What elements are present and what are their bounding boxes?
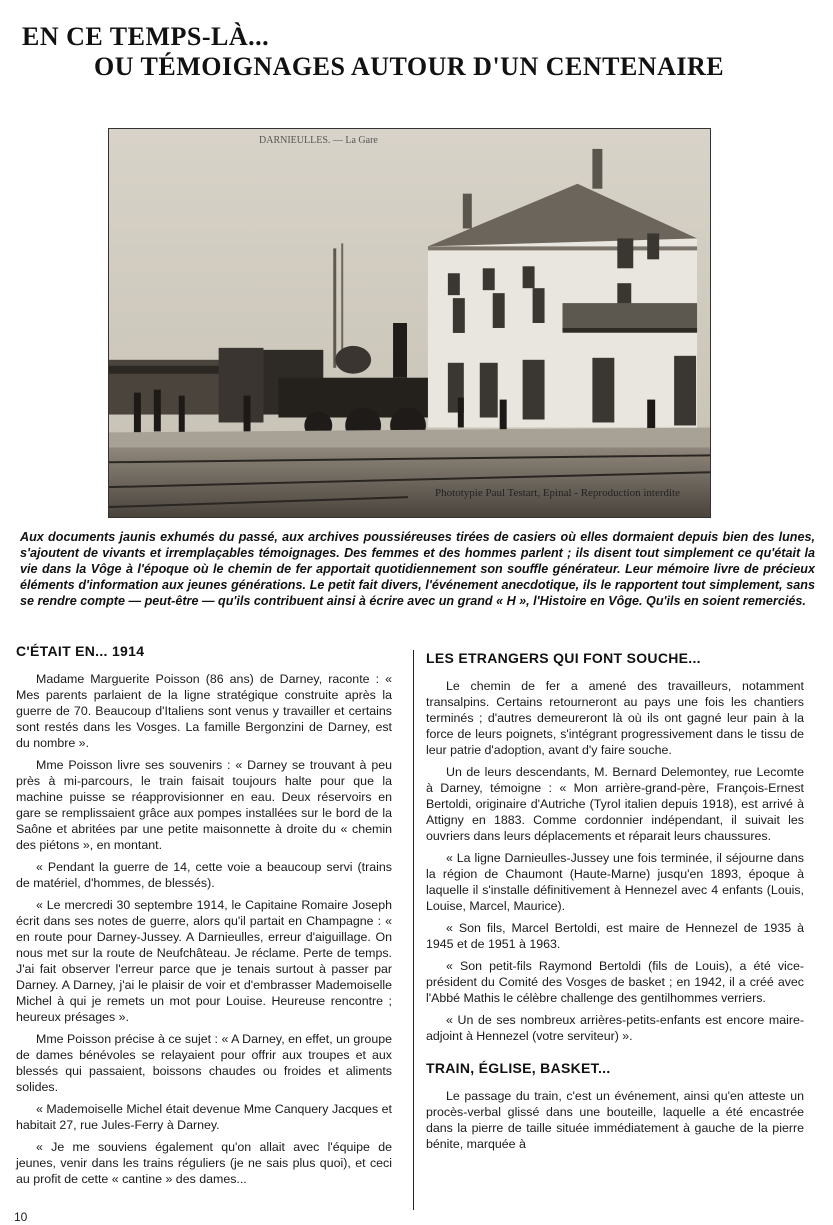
page-number: 10 — [14, 1210, 28, 1224]
paragraph: Madame Marguerite Poisson (86 ans) de Darney, raconte : « Mes parents parlaient de la ligne stratégique construite après la guerre de 70. Beaucoup d'Italiens sont venus y travailler et certains sont restés dans les Vosges. La famille Bergonzini de Darney, est du nombre ». — [16, 672, 392, 750]
paragraph: « Un de ses nombreux arrières-petits-enfants est encore maire-adjoint à Hennezel (votre serviteur) ». — [426, 1013, 804, 1043]
column-divider — [413, 650, 414, 1210]
article-title — [22, 22, 812, 82]
left-column — [16, 643, 392, 1193]
intro-paragraph: Aux documents jaunis exhumés du passé, aux archives poussiéreuses tirées de casiers où elles dormaient depuis bien des lunes, s'ajoutent de vivants et irremplaçables témoignages. Des femmes et des hommes parlent ; ils disent tout simplement ce qu'était la vie dans la Vôge à l'époque où le chemin de fer apportait quotidiennement son souffle générateur. Leur mémoire livre de précieux éléments d'information aux jeunes générations. Le petit fait divers, l'événement anecdotique, ils le rapportent tout simplement, sans se rendre compte — peut-être — qu'ils contribuent ainsi à écrire avec un grand « H », l'Histoire en Vôge. Qu'ils en soient remerciés. — [20, 530, 815, 608]
paragraph: « Son fils, Marcel Bertoldi, est maire de Hennezel de 1935 à 1945 et de 1951 à 1963. — [426, 921, 804, 951]
paragraph: « Je me souviens également qu'on allait avec l'équipe de jeunes, venir dans les trains réguliers (je ne sais plus quoi), et ceci au profit de cette « cantine » des dames... — [16, 1140, 392, 1186]
section-heading-etrangers: LES ETRANGERS QUI FONT SOUCHE... — [426, 650, 701, 666]
paragraph: « Mademoiselle Michel était devenue Mme Canquery Jacques et habitait 27, rue Jules-Ferry à Darney. — [16, 1102, 392, 1132]
title-line-1: EN CE TEMPS-LÀ... — [22, 22, 270, 51]
station-photo-illustration — [109, 129, 710, 517]
right-column — [426, 650, 804, 1158]
paragraph: « Le mercredi 30 septembre 1914, le Capitaine Romaire Joseph écrit dans ses notes de guerre, alors qu'il partait en Champagne : « en route pour Darney-Jussey. A Darnieulles, erreur d'aiguillage. On nous met sur la route de Neufchâteau. Je réclame. Perte de temps. J'ai fait observer l'erreur parce que je tenais surtout à passer par Darney. A Darney, j'ai le plaisir de voir et d'embrasser Mademoiselle Michel à qui je remets un mot pour Louise. Heureuse rencontre ; heureux présages ». — [16, 898, 392, 1024]
paragraph: Mme Poisson précise à ce sujet : « A Darney, en effet, un groupe de dames bénévoles se relayaient pour offrir aux troupes et aux blessés qui passaient, boissons chaudes ou froides et aliments solides. — [16, 1032, 392, 1094]
photo-credit: Phototypie Paul Testart, Epinal - Reproduction interdite — [435, 487, 680, 499]
photo-caption-station: DARNIEULLES. — La Gare — [259, 135, 378, 146]
title-line-2: OU TÉMOIGNAGES AUTOUR D'UN CENTENAIRE — [94, 52, 725, 81]
paragraph: Le passage du train, c'est un événement, ainsi qu'en atteste un procès-verbal glissé dans une bouteille, laquelle a été encastrée dans la pierre de taille située immédiatement à gauche de la pierre bénite, marquée à — [426, 1089, 804, 1151]
paragraph: Un de leurs descendants, M. Bernard Delemontey, rue Lecomte à Darney, témoigne : « Mon arrière-grand-père, François-Ernest Bertoldi, originaire d'Autriche (Tyrol italien depuis 1918), est arrivé à Attigny en 1883. Comme cordonnier indépendant, il suivait les ouvriers dans leurs déplacements et réparait leurs chaussures. — [426, 765, 804, 843]
station-photo — [108, 128, 711, 518]
paragraph: Le chemin de fer a amené des travailleurs, notamment transalpins. Certains retourneront au pays une fois les chantiers terminés ; d'autres demeureront là où ils ont gagné leur pain à la force de leurs poignets, s'intégrant progressivement dans le tissu de leur patrie d'adoption, avant d'y faire souche. — [426, 679, 804, 757]
paragraph: Mme Poisson livre ses souvenirs : « Darney se trouvant à peu près à mi-parcours, le train faisait toujours halte pour que la machine puisse se réapprovisionner en eau. Deux réservoirs en gare se remplissaient grâce aux pompes installées sur le bord de la Saône et abritées par une petite maisonnette à droite du « chemin des piétons », en montant. — [16, 758, 392, 852]
paragraph: « Pendant la guerre de 14, cette voie a beaucoup servi (trains de matériel, d'hommes, de blessés). — [16, 860, 392, 890]
section-heading-train-eglise: TRAIN, ÉGLISE, BASKET... — [426, 1060, 611, 1076]
paragraph: « La ligne Darnieulles-Jussey une fois terminée, il séjourne dans la région de Chaumont (Haute-Marne) jusqu'en 1893, époque à laquelle il s'installe définitivement à Hennezel avec 4 enfants (Louis, Louise, Marcel, Maurice). — [426, 851, 804, 913]
paragraph: « Son petit-fils Raymond Bertoldi (fils de Louis), a été vice-président du Comité des Vosges de basket ; en 1942, il a créé avec l'Abbé Mathis le célèbre challenge des gentilhommes verriers. — [426, 959, 804, 1005]
section-heading-1914: C'ÉTAIT EN... 1914 — [16, 643, 145, 659]
